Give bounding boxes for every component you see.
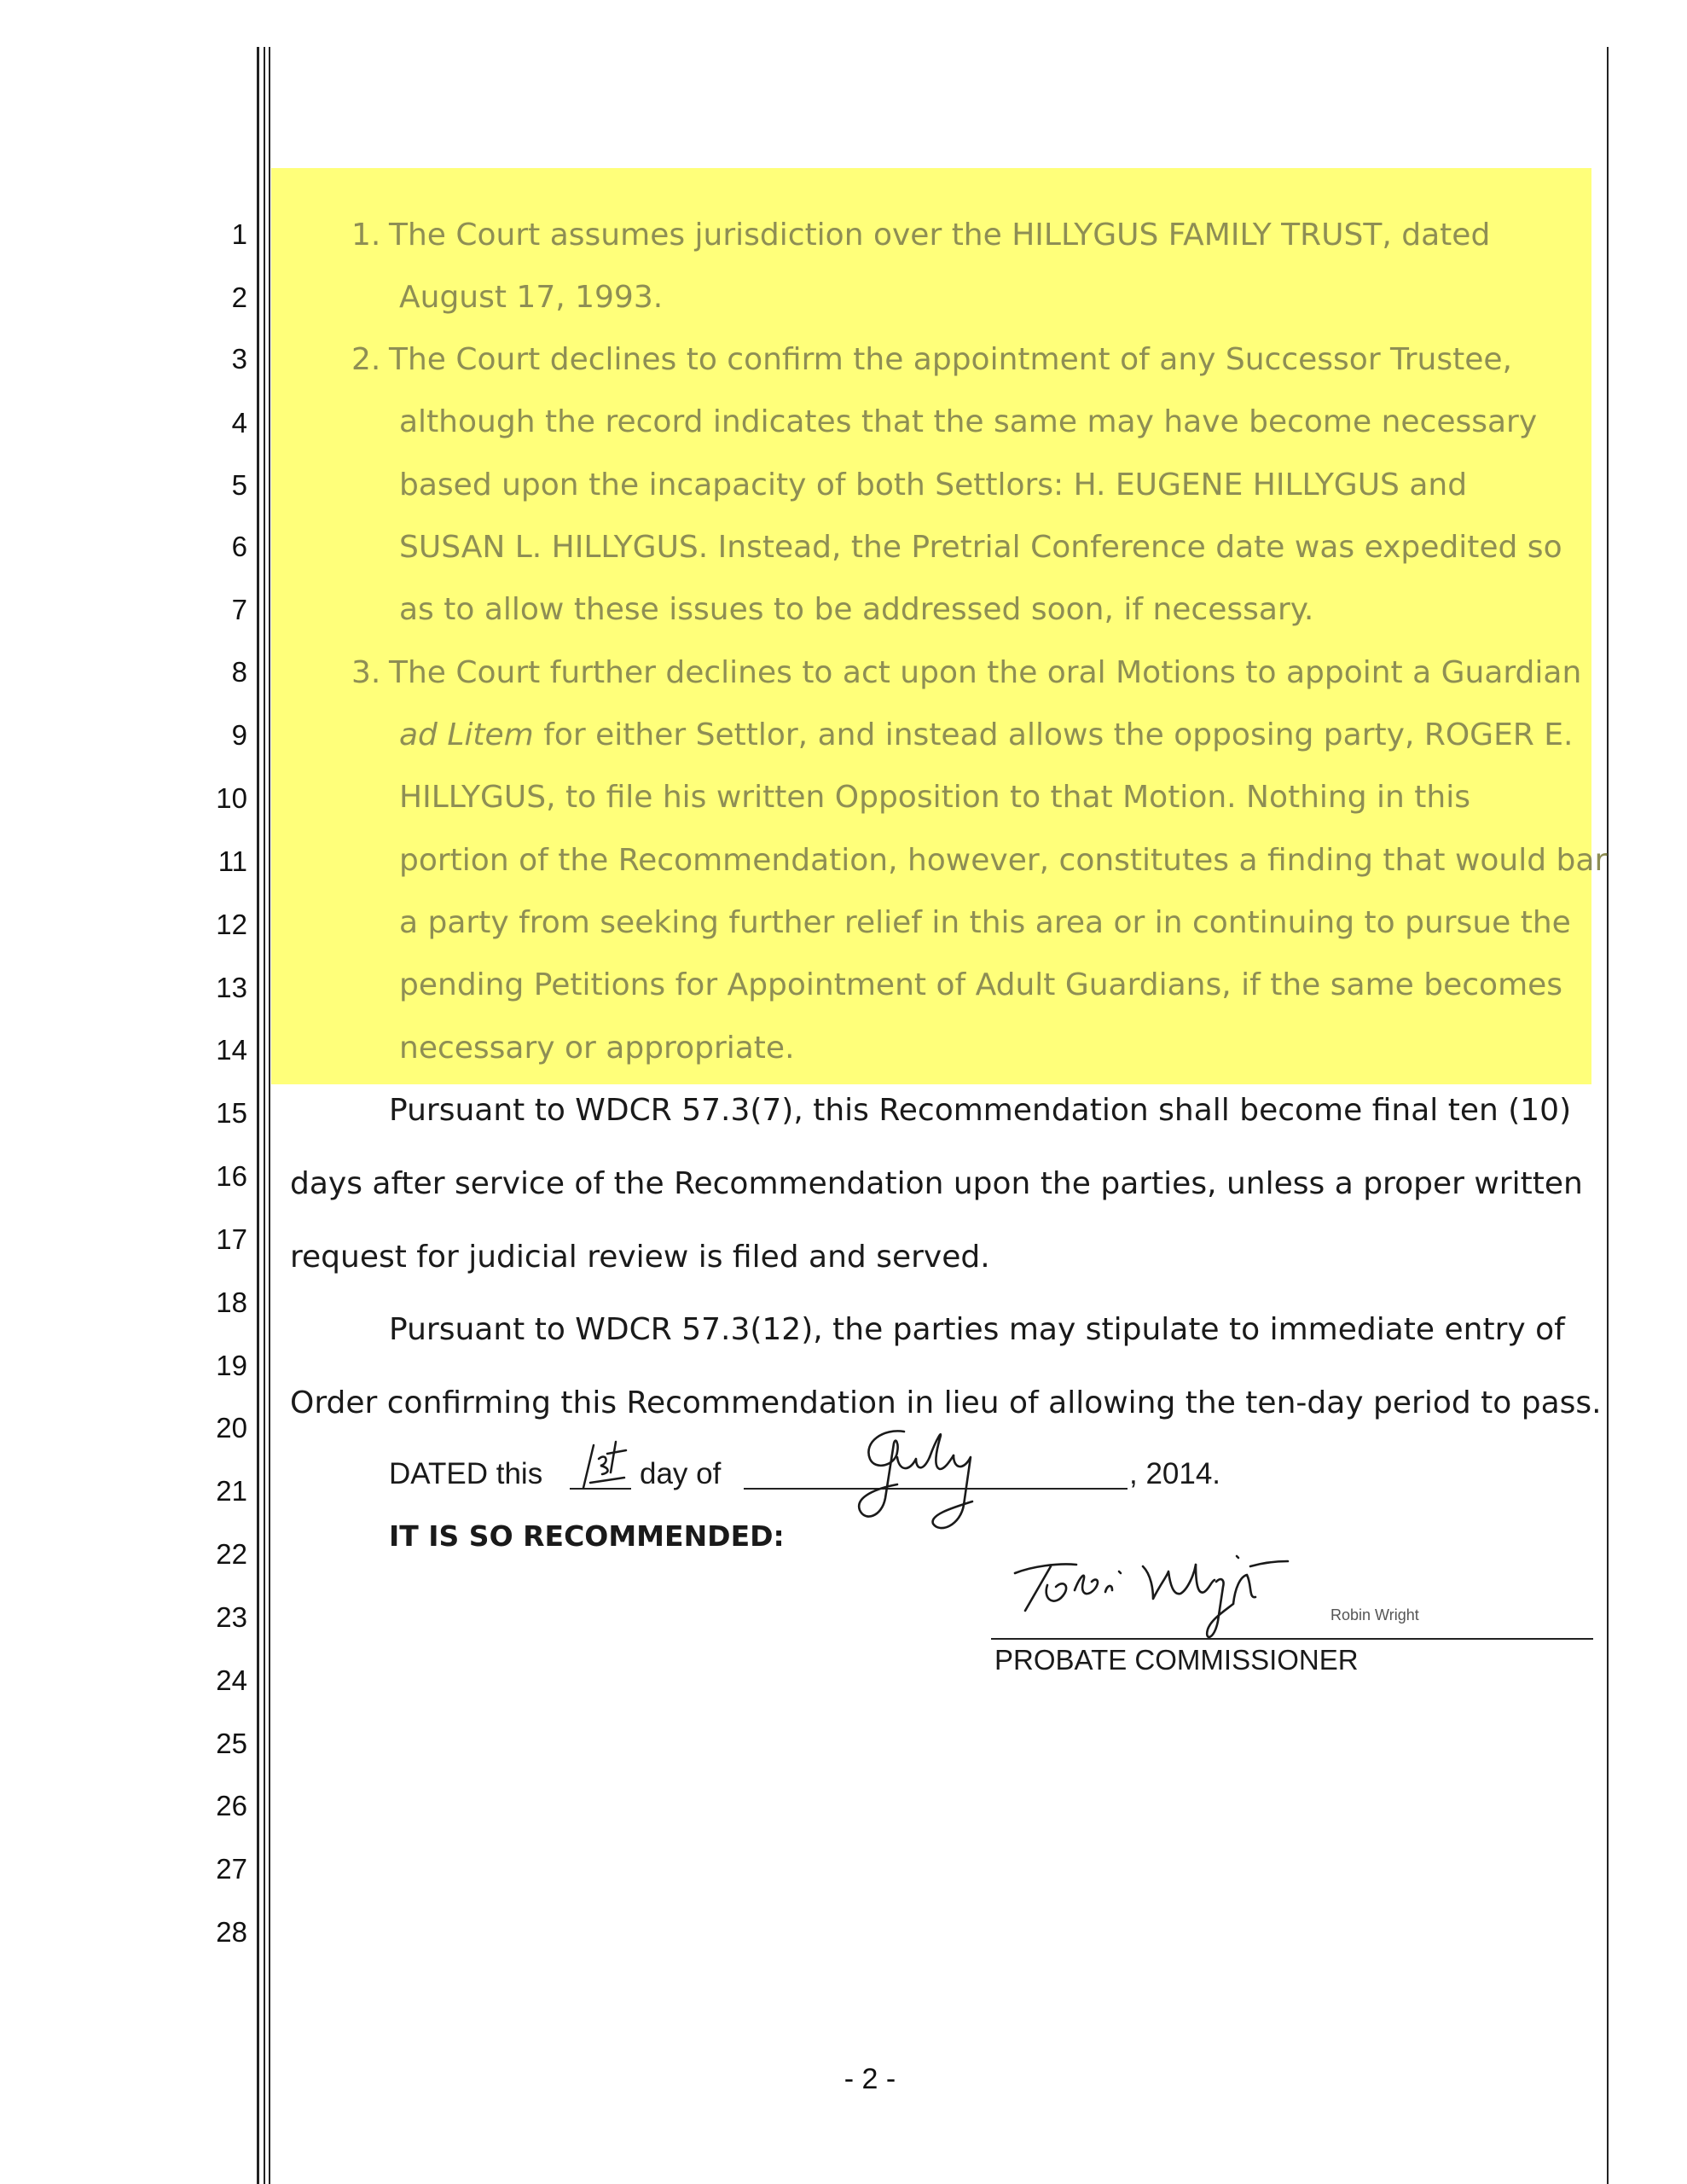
line-number-8: 8 bbox=[231, 656, 247, 688]
line-number-5: 5 bbox=[231, 469, 247, 501]
signature-line bbox=[991, 1638, 1593, 1640]
margin-rule-right bbox=[1607, 47, 1609, 2184]
item-3-line-1: The Court further declines to act upon the oral Motions to appoint a Guardian bbox=[389, 655, 1582, 690]
line-number-15: 15 bbox=[216, 1097, 247, 1129]
line-number-6: 6 bbox=[231, 531, 247, 562]
line-number-24: 24 bbox=[216, 1664, 247, 1696]
day-handwriting bbox=[565, 1435, 633, 1495]
line-number-18: 18 bbox=[216, 1287, 247, 1318]
line-number-1: 1 bbox=[231, 218, 247, 250]
line-number-23: 23 bbox=[216, 1601, 247, 1633]
line-number-22: 22 bbox=[216, 1538, 247, 1570]
line-number-12: 12 bbox=[216, 909, 247, 940]
line-number-14: 14 bbox=[216, 1034, 247, 1066]
signature-title: PROBATE COMMISSIONER bbox=[994, 1644, 1359, 1676]
item-2-line-4: SUSAN L. HILLYGUS. Instead, the Pretrial Conference date was expedited so bbox=[399, 530, 1562, 565]
paragraph-1-line-2: days after service of the Recommendation upon the parties, unless a proper written bbox=[290, 1166, 1583, 1201]
paragraph-2-line-1: Pursuant to WDCR 57.3(12), the parties may stipulate to immediate entry of bbox=[389, 1312, 1565, 1347]
item-2-line-1: The Court declines to confirm the appointment of any Successor Trustee, bbox=[389, 342, 1512, 377]
line-number-2: 2 bbox=[231, 282, 247, 313]
line-number-9: 9 bbox=[231, 719, 247, 751]
dated-middle: day of bbox=[640, 1457, 722, 1490]
item-3-line-5: a party from seeking further relief in this area or in continuing to pursue the bbox=[399, 905, 1571, 940]
item-1-line-2: August 17, 1993. bbox=[399, 280, 664, 315]
line-number-19: 19 bbox=[216, 1350, 247, 1381]
line-number-20: 20 bbox=[216, 1412, 247, 1443]
item-2-marker: 2. bbox=[351, 342, 381, 377]
margin-rule-left-2 bbox=[264, 47, 265, 2184]
item-1-line-1: The Court assumes jurisdiction over the HILLYGUS FAMILY TRUST, dated bbox=[389, 218, 1491, 253]
item-2-line-3: based upon the incapacity of both Settlors: H. EUGENE HILLYGUS and bbox=[399, 468, 1468, 502]
paragraph-2-line-2: Order confirming this Recommendation in lieu of allowing the ten-day period to pass. bbox=[290, 1385, 1602, 1420]
item-3-line-2-wrap bbox=[399, 717, 1574, 752]
item-3-line-6: pending Petitions for Appointment of Adult Guardians, if the same becomes bbox=[399, 967, 1563, 1002]
line-number-21: 21 bbox=[216, 1475, 247, 1507]
line-number-11: 11 bbox=[217, 845, 247, 877]
item-3-line-7: necessary or appropriate. bbox=[399, 1031, 795, 1066]
page-number: - 2 - bbox=[844, 2063, 896, 2095]
item-3-marker: 3. bbox=[351, 655, 381, 690]
line-number-26: 26 bbox=[216, 1790, 247, 1821]
item-2-line-2: although the record indicates that the same may have become necessary bbox=[399, 404, 1538, 439]
line-number-25: 25 bbox=[216, 1728, 247, 1759]
line-number-13: 13 bbox=[216, 972, 247, 1003]
line-number-10: 10 bbox=[216, 782, 247, 814]
line-number-28: 28 bbox=[216, 1916, 247, 1948]
item-2-line-5: as to allow these issues to be addressed soon, if necessary. bbox=[399, 592, 1314, 627]
item-3-line-4: portion of the Recommendation, however, constitutes a finding that would bar bbox=[399, 843, 1608, 878]
line-number-7: 7 bbox=[231, 594, 247, 625]
item-3-line-3: HILLYGUS, to file his written Opposition to that Motion. Nothing in this bbox=[399, 780, 1470, 815]
item-1-marker: 1. bbox=[351, 218, 381, 253]
line-number-27: 27 bbox=[216, 1853, 247, 1885]
signature-name: Robin Wright bbox=[1330, 1606, 1419, 1623]
month-handwriting bbox=[844, 1420, 1015, 1548]
line-number-4: 4 bbox=[231, 407, 247, 439]
line-number-16: 16 bbox=[216, 1160, 247, 1192]
item-3-line-2: for either Settlor, and instead allows the opposing party, ROGER E. bbox=[543, 717, 1574, 752]
recommended-heading: IT IS SO RECOMMENDED: bbox=[389, 1519, 785, 1553]
dated-prefix: DATED this bbox=[389, 1457, 543, 1490]
paragraph-1-line-3: request for judicial review is filed and served. bbox=[290, 1240, 990, 1275]
dated-suffix: , 2014. bbox=[1129, 1457, 1221, 1490]
line-number-17: 17 bbox=[216, 1223, 247, 1255]
ad-litem-text: ad Litem bbox=[399, 717, 534, 752]
line-number-3: 3 bbox=[231, 343, 247, 375]
margin-rule-left-3 bbox=[269, 47, 270, 2184]
paragraph-1-line-1: Pursuant to WDCR 57.3(7), this Recommendation shall become final ten (10) bbox=[389, 1093, 1572, 1128]
margin-rule-left-1 bbox=[257, 47, 259, 2184]
